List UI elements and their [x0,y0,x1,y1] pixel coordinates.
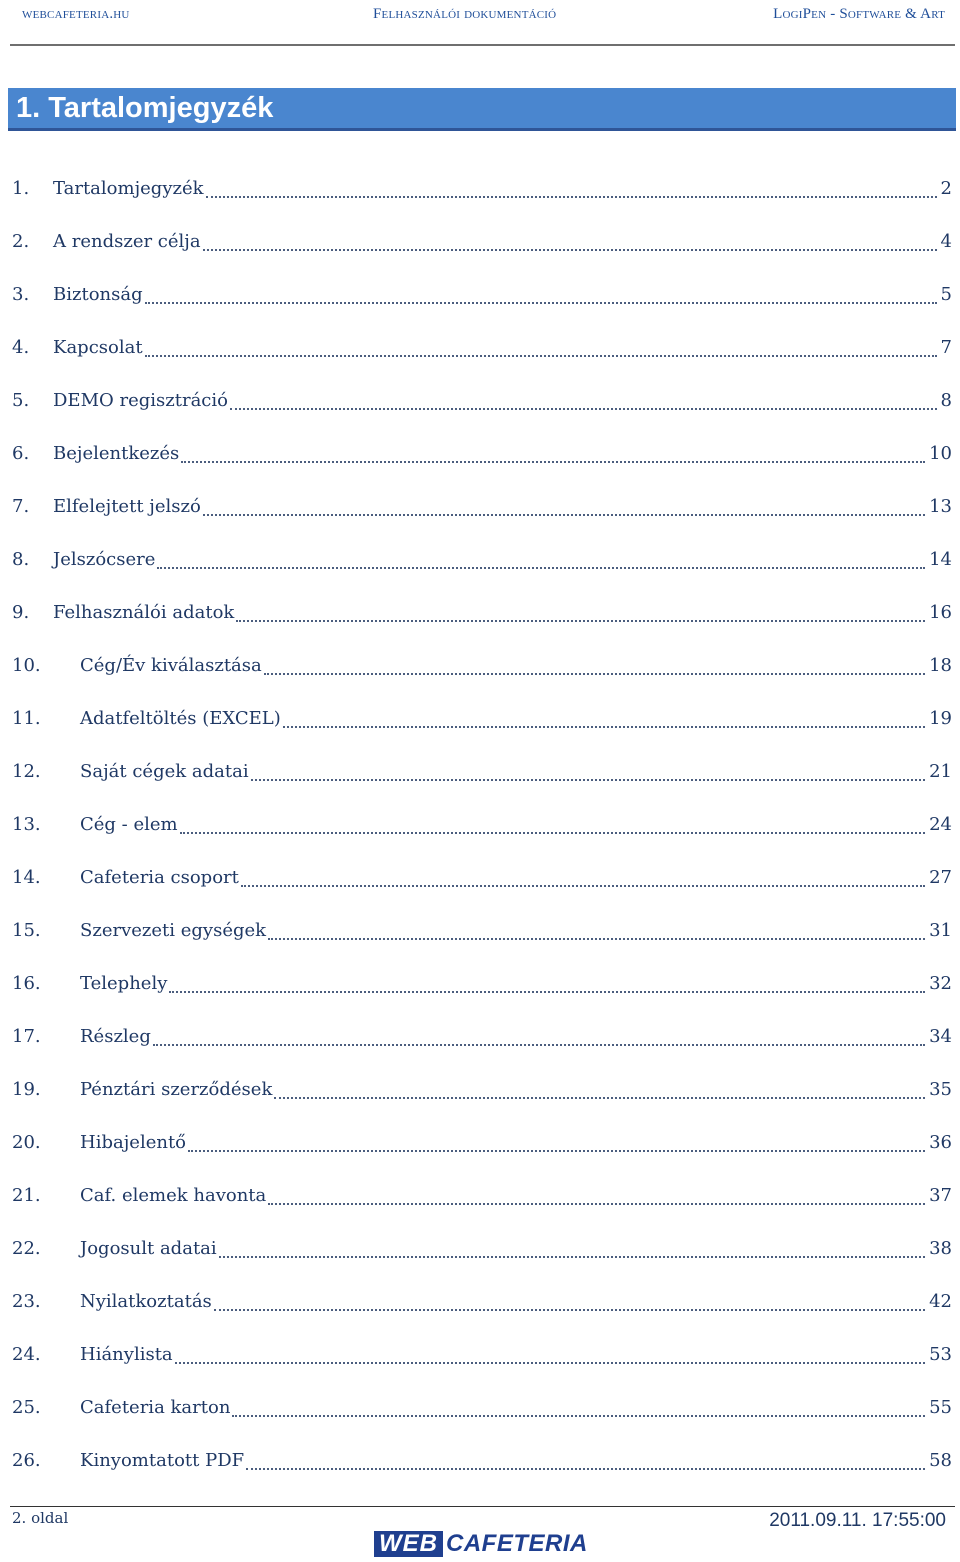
header-doc-title: Felhasználói dokumentáció [373,6,557,22]
toc-entry-label: Jelszócsere [53,549,156,570]
toc-entry-label: Nyilatkoztatás [80,1291,212,1312]
toc-entry-page: 37 [929,1185,952,1206]
toc-entry-label: Pénztári szerződések [80,1079,273,1100]
toc-entry-label: Kinyomtatott PDF [80,1450,245,1471]
toc-entry-label: Tartalomjegyzék [53,178,204,199]
toc-entry-page: 38 [929,1238,952,1259]
toc-entry[interactable] [10,162,952,215]
toc-dot-leader [236,620,925,622]
toc-entry-number: 11. [12,708,41,729]
toc-dot-leader [241,885,925,887]
toc-entry-number: 21. [12,1185,41,1206]
toc-entry[interactable] [10,851,952,904]
toc-entry-number: 9. [12,602,30,623]
toc-dot-leader [175,1362,925,1364]
toc-entry[interactable] [10,904,952,957]
toc-dot-leader [214,1309,925,1311]
toc-entry-number: 24. [12,1344,41,1365]
toc-entry-page: 14 [929,549,952,570]
toc-entry-label: A rendszer célja [53,231,201,252]
toc-entry-page: 34 [929,1026,952,1047]
toc-entry-label: Bejelentkezés [53,443,180,464]
toc-entry[interactable] [10,586,952,639]
toc-entry[interactable] [10,321,952,374]
toc-dot-leader [219,1256,925,1258]
toc-entry-label: DEMO regisztráció [53,390,228,411]
toc-dot-leader [181,461,925,463]
toc-entry[interactable] [10,1222,952,1275]
toc-entry-label: Caf. elemek havonta [80,1185,267,1206]
toc-dot-leader [188,1150,925,1152]
toc-entry-number: 2. [12,231,30,252]
header-company: LogiPen - Software & Art [773,6,945,22]
toc-entry[interactable] [10,798,952,851]
toc-entry-label: Biztonság [53,284,143,305]
toc-dot-leader [274,1097,925,1099]
toc-entry-label: Hiánylista [80,1344,173,1365]
toc-entry-number: 8. [12,549,30,570]
toc-entry-label: Elfelejtett jelszó [53,496,201,517]
toc-entry-label: Jogosult adatai [80,1238,217,1259]
toc-entry-page: 53 [929,1344,952,1365]
toc-dot-leader [157,567,925,569]
toc-dot-leader [203,514,925,516]
toc-entry[interactable] [10,427,952,480]
toc-dot-leader [230,408,937,410]
webcafeteria-logo [374,1530,588,1558]
toc-entry[interactable] [10,639,952,692]
toc-entry-number: 19. [12,1079,41,1100]
toc-entry-number: 7. [12,496,30,517]
toc-dot-leader [251,779,926,781]
toc-entry-number: 22. [12,1238,41,1259]
toc-entry-number: 16. [12,973,41,994]
toc-entry[interactable] [10,374,952,427]
toc-entry-page: 16 [929,602,952,623]
toc-entry-page: 2 [940,178,952,199]
toc-entry-number: 25. [12,1397,41,1418]
toc-entry-number: 15. [12,920,41,941]
toc-entry[interactable] [10,533,952,586]
logo-web: WEB [374,1531,443,1557]
toc-entry-number: 12. [12,761,41,782]
toc-dot-leader [268,1203,925,1205]
footer-page-number: 2. oldal [12,1509,69,1527]
toc-entry-page: 55 [929,1397,952,1418]
toc-entry-label: Cég/Év kiválasztása [80,655,262,676]
table-of-contents [10,162,952,1487]
toc-dot-leader [206,196,937,198]
toc-entry-page: 36 [929,1132,952,1153]
toc-entry-number: 6. [12,443,30,464]
toc-entry-number: 23. [12,1291,41,1312]
toc-entry-label: Szervezeti egységek [80,920,267,941]
toc-entry-page: 27 [929,867,952,888]
toc-entry-page: 35 [929,1079,952,1100]
toc-entry-label: Cafeteria csoport [80,867,239,888]
toc-entry[interactable] [10,957,952,1010]
toc-entry-label: Saját cégek adatai [80,761,249,782]
footer-timestamp: 2011.09.11. 17:55:00 [769,1510,946,1531]
toc-entry-page: 42 [929,1291,952,1312]
toc-entry-label: Cafeteria karton [80,1397,231,1418]
toc-dot-leader [180,832,925,834]
toc-entry-label: Kapcsolat [53,337,143,358]
toc-entry[interactable] [10,745,952,798]
toc-entry[interactable] [10,692,952,745]
toc-entry[interactable] [10,1169,952,1222]
toc-entry[interactable] [10,1328,952,1381]
toc-entry-page: 7 [940,337,952,358]
toc-dot-leader [169,991,925,993]
toc-entry-page: 13 [929,496,952,517]
toc-dot-leader [145,302,937,304]
toc-entry-number: 17. [12,1026,41,1047]
toc-entry-page: 21 [929,761,952,782]
toc-dot-leader [246,1468,925,1470]
toc-entry-label: Részleg [80,1026,151,1047]
toc-entry-label: Telephely [80,973,168,994]
section-title: 1. Tartalomjegyzék [16,92,274,124]
toc-entry-page: 58 [929,1450,952,1471]
toc-entry-page: 5 [940,284,952,305]
toc-entry-number: 13. [12,814,41,835]
toc-entry-page: 31 [929,920,952,941]
toc-entry-page: 19 [929,708,952,729]
toc-entry-page: 8 [940,390,952,411]
toc-entry-page: 4 [940,231,952,252]
toc-entry-label: Cég - elem [80,814,178,835]
footer-divider [10,1506,955,1507]
toc-entry-number: 3. [12,284,30,305]
toc-entry-page: 18 [929,655,952,676]
toc-entry-label: Hibajelentő [80,1132,187,1153]
toc-entry-label: Adatfeltöltés (EXCEL) [80,708,281,729]
toc-entry-page: 24 [929,814,952,835]
header-divider [10,44,955,46]
toc-dot-leader [268,938,925,940]
toc-entry-number: 10. [12,655,41,676]
toc-entry-number: 1. [12,178,30,199]
section-title-bar [8,88,956,131]
toc-entry[interactable] [10,1010,952,1063]
toc-entry[interactable] [10,215,952,268]
toc-dot-leader [232,1415,925,1417]
header-site: webcafeteria.hu [22,6,130,22]
toc-dot-leader [283,726,925,728]
toc-dot-leader [203,249,937,251]
toc-entry-number: 26. [12,1450,41,1471]
toc-dot-leader [264,673,925,675]
toc-entry-number: 5. [12,390,30,411]
toc-entry-label: Felhasználói adatok [53,602,235,623]
toc-dot-leader [153,1044,925,1046]
toc-entry[interactable] [10,1381,952,1434]
toc-entry[interactable] [10,480,952,533]
toc-entry[interactable] [10,1063,952,1116]
toc-entry-number: 4. [12,337,30,358]
toc-entry[interactable] [10,268,952,321]
toc-entry-number: 14. [12,867,41,888]
toc-entry-number: 20. [12,1132,41,1153]
toc-entry[interactable] [10,1116,952,1169]
page-header [10,0,955,30]
toc-entry-page: 32 [929,973,952,994]
toc-entry[interactable] [10,1275,952,1328]
toc-entry-page: 10 [929,443,952,464]
logo-cafeteria: CAFETERIA [446,1530,588,1557]
toc-entry[interactable] [10,1434,952,1487]
toc-dot-leader [145,355,937,357]
